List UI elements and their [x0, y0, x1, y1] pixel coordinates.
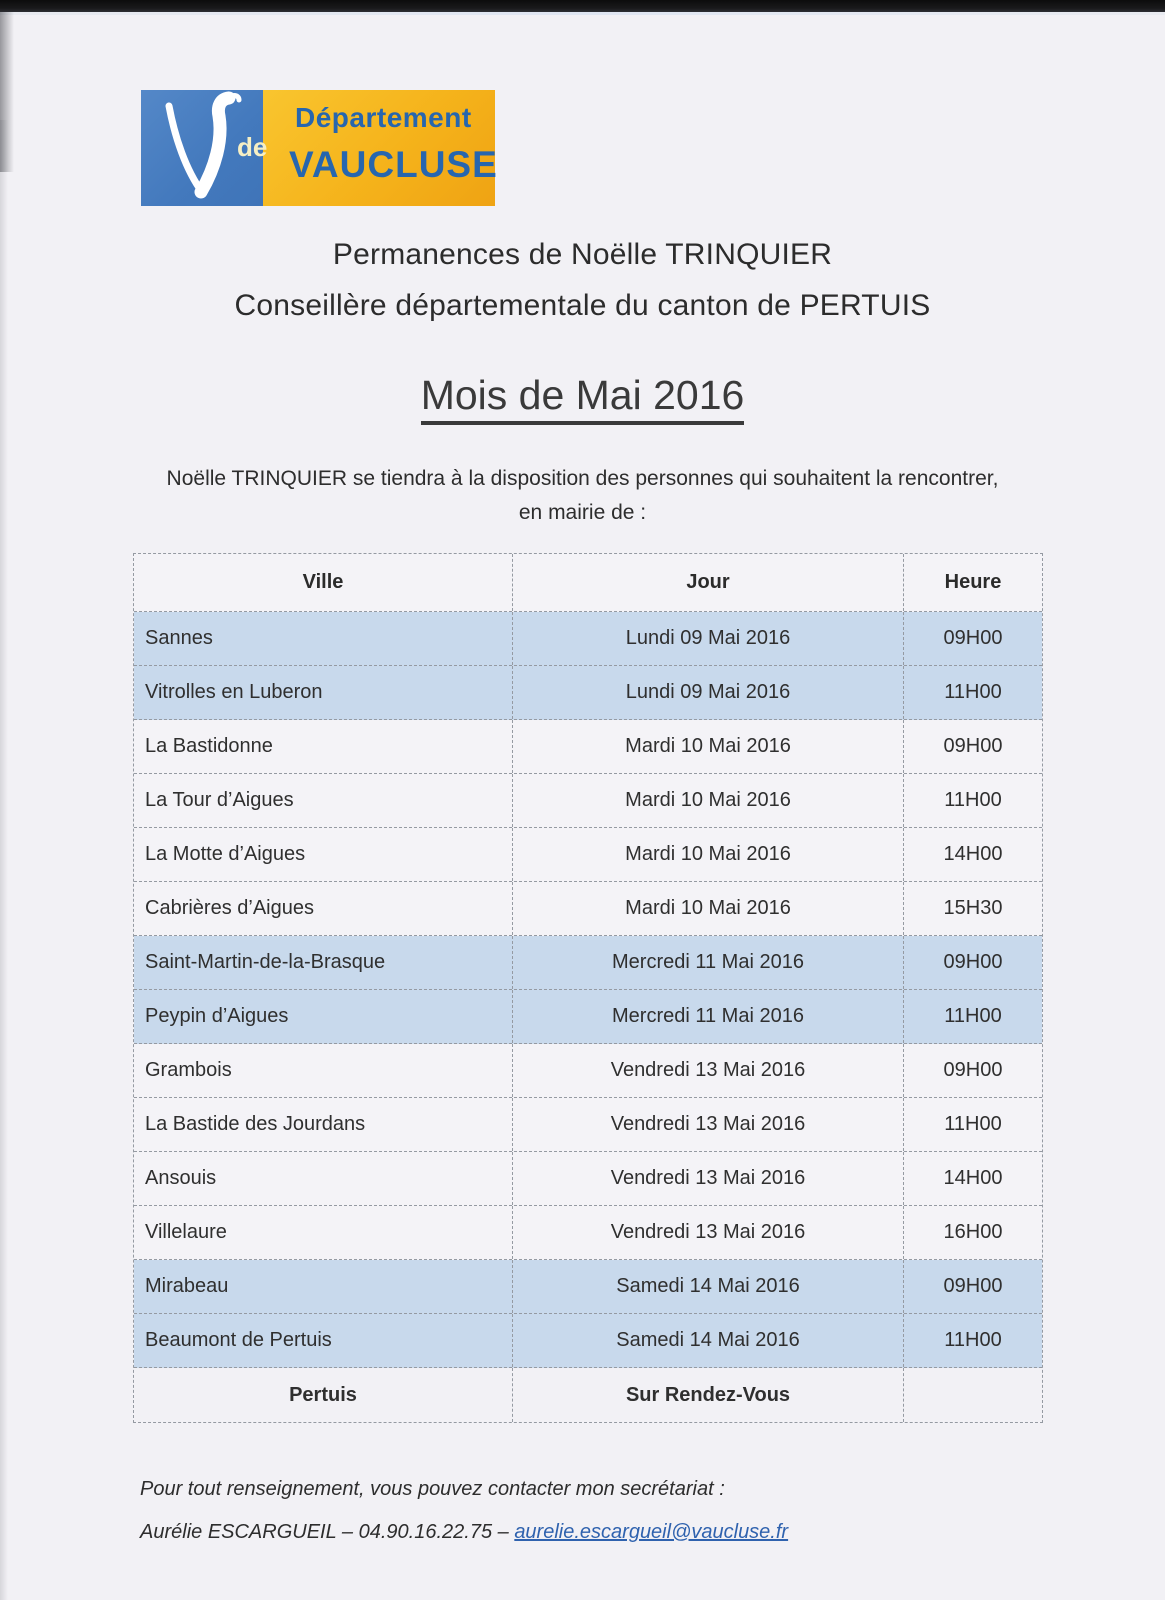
cell-ville: Vitrolles en Luberon: [145, 681, 323, 703]
cell-jour: Lundi 09 Mai 2016: [512, 666, 903, 719]
table-row: [134, 828, 1042, 882]
cell-heure: 09H00: [903, 1044, 1042, 1097]
intro-text-line2: en mairie de :: [518, 501, 647, 524]
vaucluse-department-logo: [141, 90, 498, 206]
document-title-line1: Permanences de Noëlle TRINQUIER: [332, 238, 833, 271]
cell-jour: Vendredi 13 Mai 2016: [512, 1152, 903, 1205]
cell-heure: 11H00: [903, 774, 1042, 827]
logo-de-label: de: [237, 132, 268, 162]
cell-ville: La Bastidonne: [145, 735, 273, 757]
cell-jour: Mardi 10 Mai 2016: [512, 774, 903, 827]
table-row: [134, 666, 1042, 720]
cell-heure: 16H00: [903, 1206, 1042, 1259]
cell-heure: 09H00: [903, 720, 1042, 773]
contact-email-link[interactable]: aurelie.escargueil@vaucluse.fr: [514, 1521, 789, 1543]
cell-ville: Mirabeau: [145, 1275, 229, 1297]
table-row: [134, 882, 1042, 936]
cell-heure: 15H30: [903, 882, 1042, 935]
footer-contact-name-phone: Aurélie ESCARGUEIL – 04.90.16.22.75 –: [140, 1521, 515, 1543]
table-row: [134, 774, 1042, 828]
table-row: [134, 612, 1042, 666]
cell-jour: Mercredi 11 Mai 2016: [512, 990, 903, 1043]
logo-department-label: Département: [295, 102, 472, 133]
scan-artifact-top-bar: [0, 0, 1165, 12]
table-row: [134, 1260, 1042, 1314]
cell-jour: Mardi 10 Mai 2016: [512, 828, 903, 881]
scan-artifact-top-line: [0, 12, 1165, 15]
table-row: [134, 720, 1042, 774]
cell-heure: [903, 1368, 1042, 1422]
column-header-ville: Ville: [302, 571, 344, 593]
cell-jour: Samedi 14 Mai 2016: [512, 1260, 903, 1313]
cell-ville: La Tour d’Aigues: [145, 789, 294, 811]
cell-jour: Vendredi 13 Mai 2016: [512, 1044, 903, 1097]
cell-jour: Mardi 10 Mai 2016: [512, 882, 903, 935]
table-row: [134, 1206, 1042, 1260]
cell-heure: 14H00: [903, 828, 1042, 881]
footer-contact-line: [140, 1521, 788, 1544]
cell-ville: Sannes: [145, 627, 213, 649]
cell-heure: 11H00: [903, 1098, 1042, 1151]
cell-ville: Beaumont de Pertuis: [145, 1329, 332, 1351]
cell-heure: 09H00: [903, 936, 1042, 989]
cell-heure: 11H00: [903, 990, 1042, 1043]
table-row: [134, 1368, 1042, 1422]
cell-heure: 11H00: [903, 1314, 1042, 1367]
cell-heure: 14H00: [903, 1152, 1042, 1205]
month-heading: [0, 372, 1165, 419]
intro-text-line1: Noëlle TRINQUIER se tiendra à la disposition des personnes qui souhaitent la rencontrer,: [166, 467, 999, 490]
cell-ville: Peypin d’Aigues: [145, 1005, 289, 1027]
cell-jour: Vendredi 13 Mai 2016: [512, 1098, 903, 1151]
logo-orange-panel: [263, 90, 498, 206]
cell-ville: La Bastide des Jourdans: [145, 1113, 366, 1135]
cell-heure: 11H00: [903, 666, 1042, 719]
cell-jour: Vendredi 13 Mai 2016: [512, 1206, 903, 1259]
column-header-heure: Heure: [903, 554, 1042, 611]
logo-vaucluse-label: VAUCLUSE: [289, 144, 498, 185]
table-row: [134, 1152, 1042, 1206]
cell-jour: Mercredi 11 Mai 2016: [512, 936, 903, 989]
table-row: [134, 936, 1042, 990]
cell-jour: Samedi 14 Mai 2016: [512, 1314, 903, 1367]
table-row: [134, 1314, 1042, 1368]
footer-info-text: Pour tout renseignement, vous pouvez contacter mon secrétariat :: [140, 1478, 725, 1500]
cell-ville: Saint-Martin-de-la-Brasque: [145, 951, 386, 973]
cell-heure: 09H00: [903, 612, 1042, 665]
cell-ville: Grambois: [145, 1059, 232, 1081]
scan-artifact-left-soft-shadow: [0, 120, 8, 1600]
cell-ville: Cabrières d’Aigues: [145, 897, 314, 919]
document-title-line2: Conseillère départementale du canton de PERTUIS: [234, 289, 931, 322]
cell-heure: 09H00: [903, 1260, 1042, 1313]
cell-ville: Pertuis: [289, 1383, 357, 1406]
cell-jour: Mardi 10 Mai 2016: [512, 720, 903, 773]
cell-ville: Ansouis: [145, 1167, 217, 1189]
cell-ville: Villelaure: [145, 1221, 227, 1243]
table-row: [134, 1098, 1042, 1152]
column-header-jour: Jour: [512, 554, 903, 611]
month-heading-text: Mois de Mai 2016: [421, 372, 745, 425]
table-row: [134, 990, 1042, 1044]
cell-jour: Sur Rendez-Vous: [512, 1368, 903, 1422]
table-row: [134, 1044, 1042, 1098]
table-header-row: [134, 554, 1042, 612]
cell-jour: Lundi 09 Mai 2016: [512, 612, 903, 665]
schedule-table: [133, 553, 1043, 1423]
cell-ville: La Motte d’Aigues: [145, 843, 306, 865]
